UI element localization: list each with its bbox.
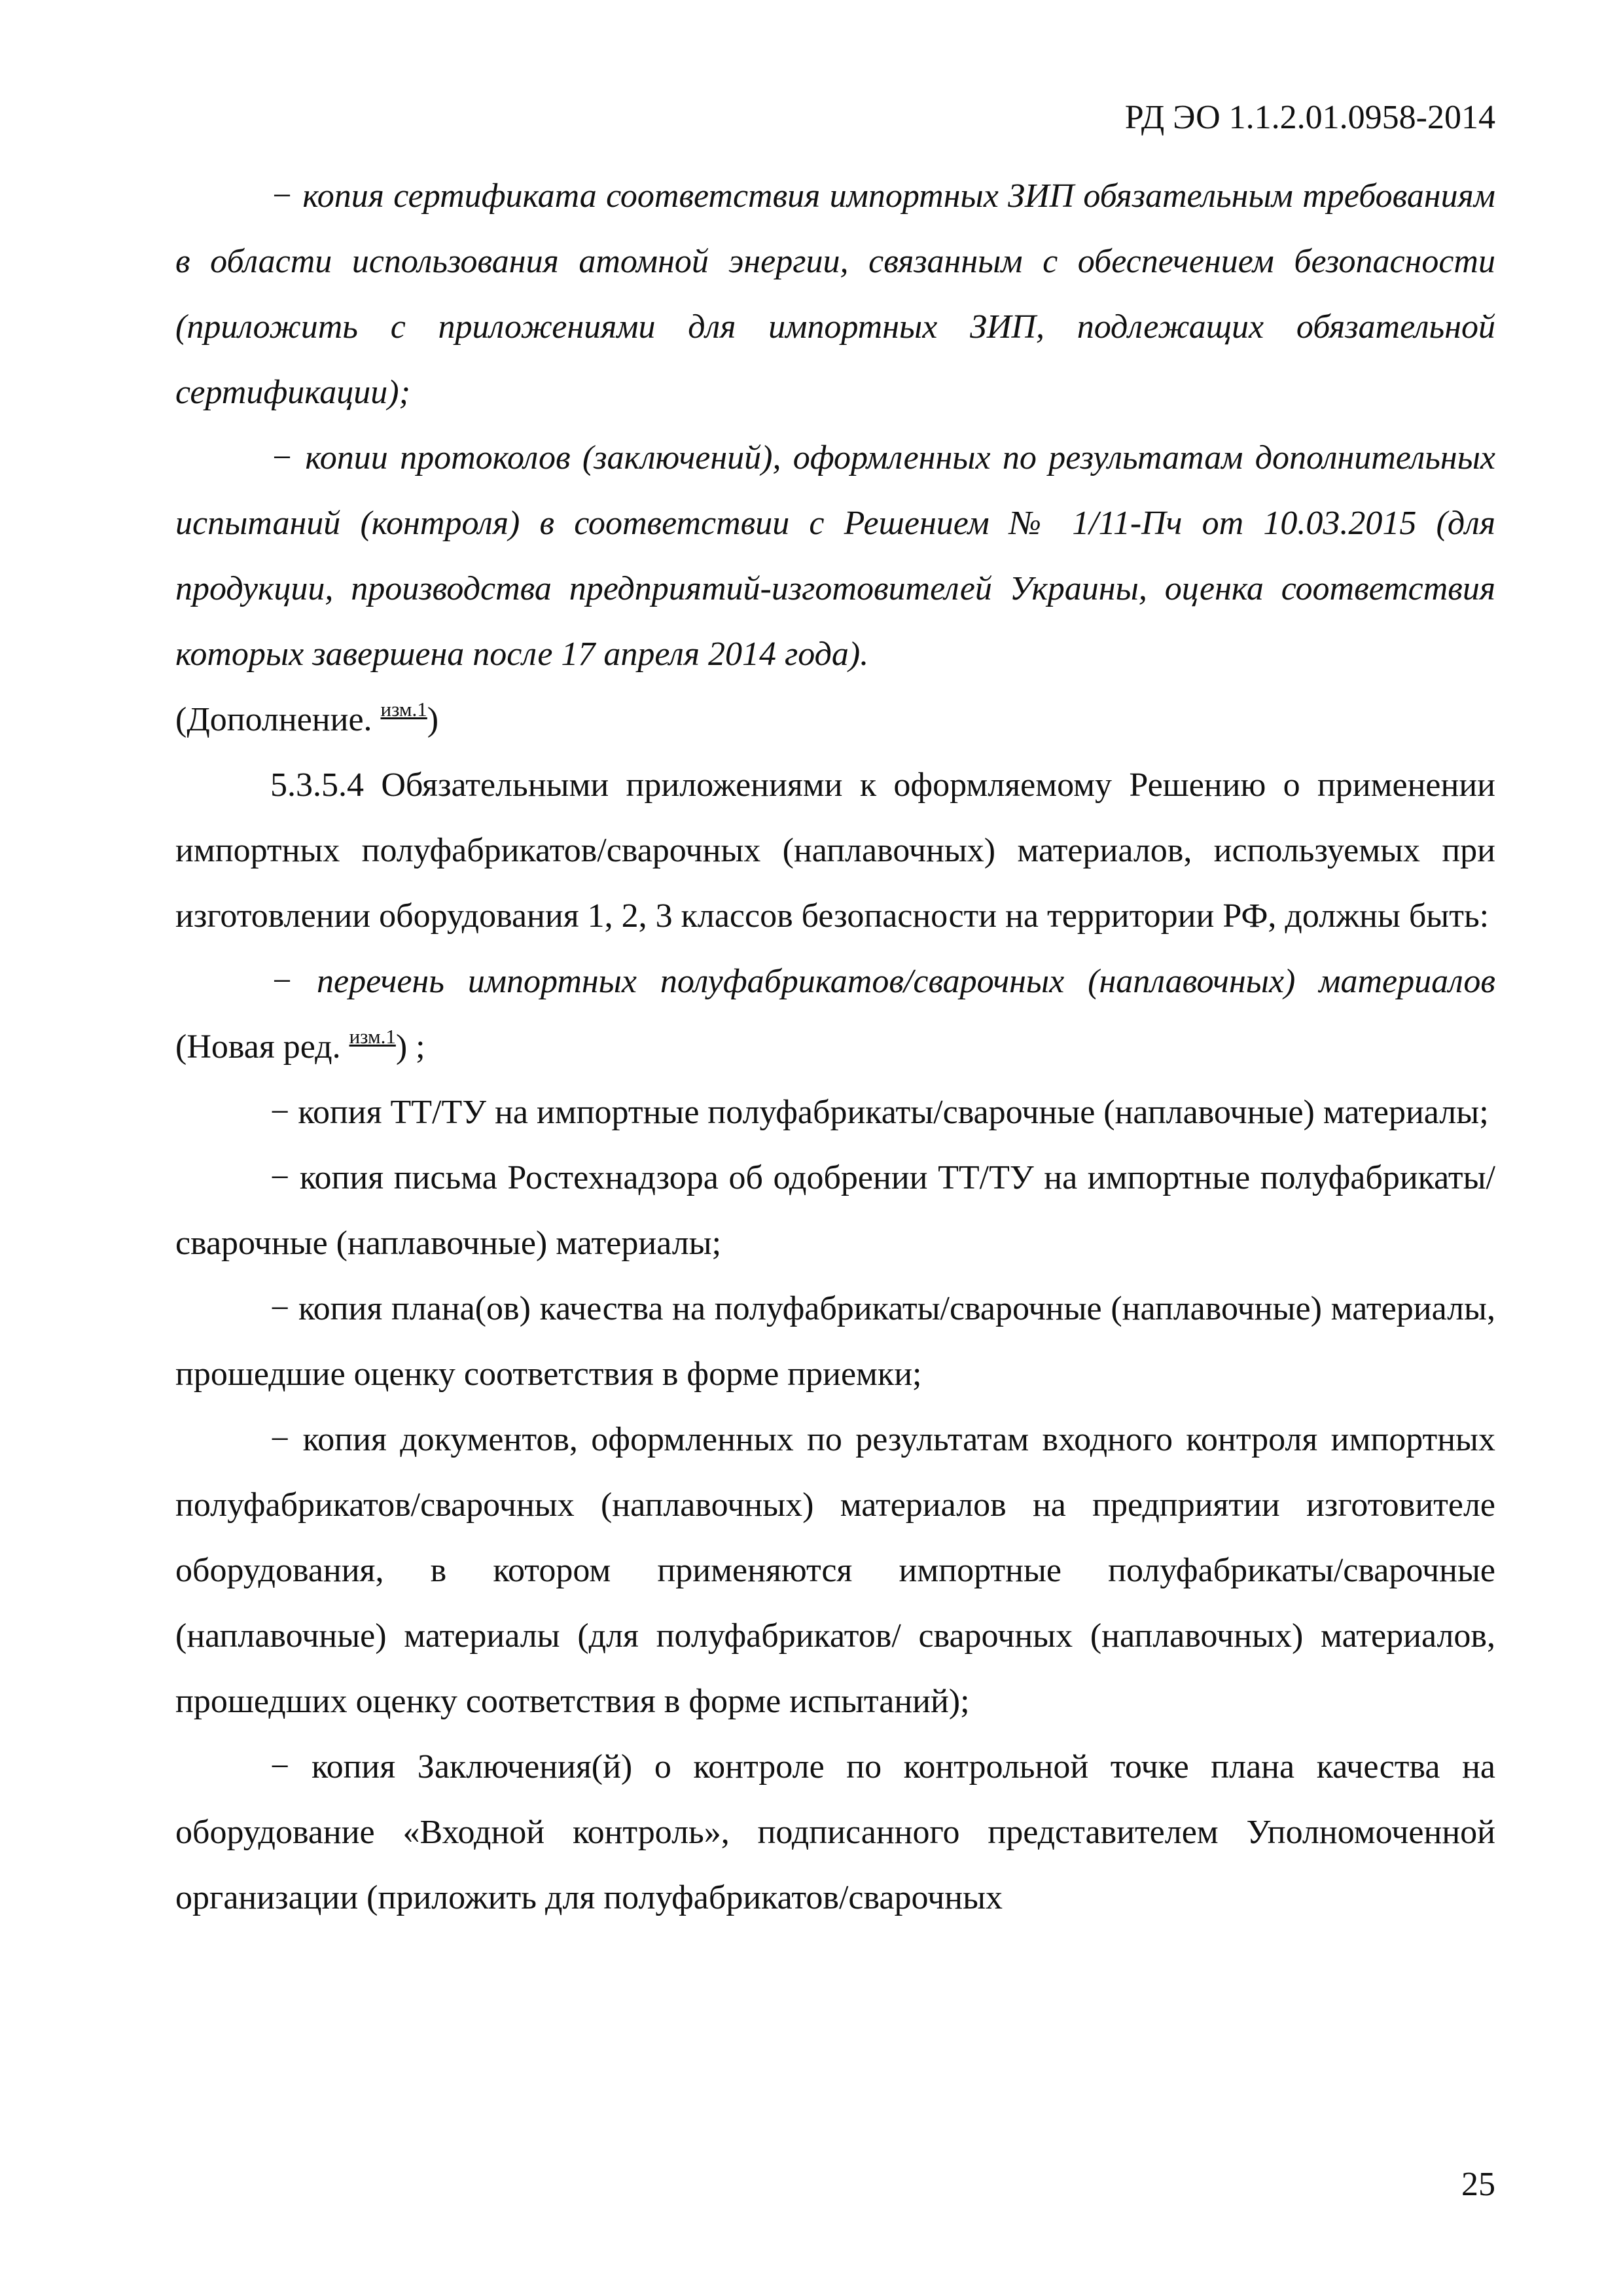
amendment-note-open: (Новая ред. — [175, 1028, 349, 1066]
paragraph-text: − копия письма Ростехнадзора об одобрении ТТ/ТУ на импортные полуфабрикаты/сварочные (наплавочные) материалы; — [175, 1159, 1495, 1262]
document-code: РД ЭО 1.1.2.01.0958-2014 — [1124, 99, 1495, 136]
paragraph-text: − копии протоколов (заключений), оформленных по результатам дополнительных испытаний (контроля) в соответствии с Решением № 1/11-Пч от 10.03.2015 (для продукции, производства предприятий-изготовителей Украины, оценка соответствия которых завершена после 17 апреля 2014 года). — [175, 439, 1495, 673]
paragraph-text: − копия ТТ/ТУ на импортные полуфабрикаты/сварочные (наплавочные) материалы; — [270, 1094, 1489, 1131]
paragraph-rostekhnadzor-letter — [175, 1145, 1495, 1276]
amendment-note-open: (Дополнение. — [175, 701, 381, 738]
amendment-ref-link[interactable]: изм.1 — [380, 698, 427, 721]
paragraph-certificate-copy — [175, 164, 1495, 425]
amendment-note-close: ) ; — [395, 1028, 425, 1066]
paragraph-text: 5.3.5.4 Обязательными приложениями к оформляемому Решению о применении импортных полуфабрикатов/сварочных (наплавочных) материалов, используемых при изготовлении оборудования 1, 2, 3 классов безопасности на территории РФ, должны быть: — [175, 766, 1495, 935]
paragraph-tt-tu-copy — [175, 1080, 1495, 1145]
amendment-note-close: ) — [427, 701, 439, 738]
paragraph-materials-list — [175, 949, 1495, 1080]
page-number: 25 — [1461, 2166, 1495, 2203]
paragraph-protocols-copy — [175, 425, 1495, 753]
paragraph-quality-plan — [175, 1276, 1495, 1407]
document-body — [175, 164, 1495, 1931]
paragraph-text: − копия документов, оформленных по результатам входного контроля импортных полуфабрикатов/сварочных (наплавочных) материалов на предприятии изготовителе оборудования, в котором применяются импортные полуфабрикаты/сварочные (наплавочные) материалы (для полуфабрикатов/ сварочных (наплавочных) материалов, прошедших оценку соответствия в форме испытаний); — [175, 1421, 1495, 1720]
amendment-ref-link[interactable]: изм.1 — [349, 1025, 396, 1048]
paragraph-text: − копия сертификата соответствия импортных ЗИП обязательным требованиям в области использования атомной энергии, связанным с обеспечением безопасности (приложить с приложениями для импортных ЗИП, подлежащих обязательной сертификации); — [175, 177, 1495, 411]
paragraph-conclusion-copy — [175, 1734, 1495, 1931]
paragraph-text: − копия плана(ов) качества на полуфабрикаты/сварочные (наплавочные) материалы, прошедшие оценку соответствия в форме приемки; — [175, 1290, 1495, 1393]
paragraph-text: − перечень импортных полуфабрикатов/сварочных (наплавочных) материалов — [270, 963, 1495, 1000]
paragraph-text: − копия Заключения(й) о контроле по контрольной точке плана качества на оборудование «Входной контроль», подписанного представителем Уполномоченной организации (приложить для полуфабрикатов/сварочных — [175, 1748, 1495, 1916]
paragraph-section-5-3-5-4 — [175, 753, 1495, 949]
paragraph-incoming-inspection — [175, 1407, 1495, 1734]
